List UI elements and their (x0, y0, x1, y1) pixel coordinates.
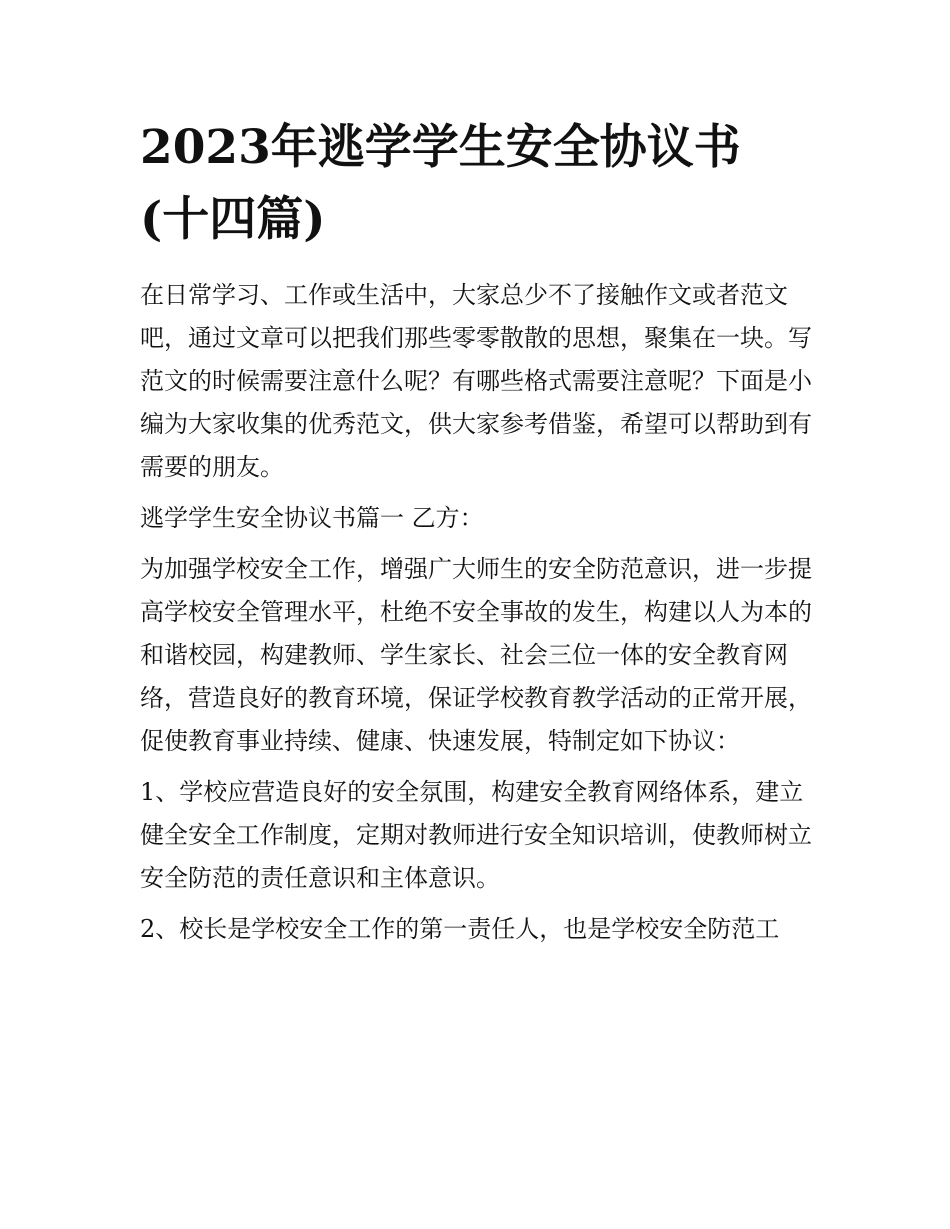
document-title-line-2: (十四篇) (140, 192, 326, 247)
intro-paragraph: 在日常学习、工作或生活中，大家总少不了接触作文或者范文吧，通过文章可以把我们那些零零散散的思想，聚集在一块。写范文的时候需要注意什么呢？有哪些格式需要注意呢？下面是小编为大家收集的优秀范文，供大家参考借鉴，希望可以帮助到有需要的朋友。 (140, 281, 812, 481)
document-body (140, 274, 820, 951)
document-title-line-1: 2023年逃学学生安全协议书 (140, 120, 741, 175)
clause-1-paragraph: 1、学校应营造良好的安全氛围，构建安全教育网络体系，建立健全安全工作制度，定期对教师进行安全知识培训，使教师树立安全防范的责任意识和主体意识。 (140, 778, 812, 892)
clause-2-paragraph: 2、校长是学校安全工作的第一责任人，也是学校安全防范工 (140, 915, 780, 943)
purpose-paragraph: 为加强学校安全工作，增强广大师生的安全防范意识，进一步提高学校安全管理水平，杜绝不安全事故的发生，构建以人为本的和谐校园，构建教师、学生家长、社会三位一体的安全教育网络，营造良好的教育环境，保证学校教育教学活动的正常开展，促使教育事业持续、健康、快速发展，特制定如下协议： (140, 555, 812, 755)
document-content (140, 112, 820, 951)
document-title (140, 112, 820, 256)
section-heading-paragraph: 逃学学生安全协议书篇一 乙方： (140, 504, 484, 532)
